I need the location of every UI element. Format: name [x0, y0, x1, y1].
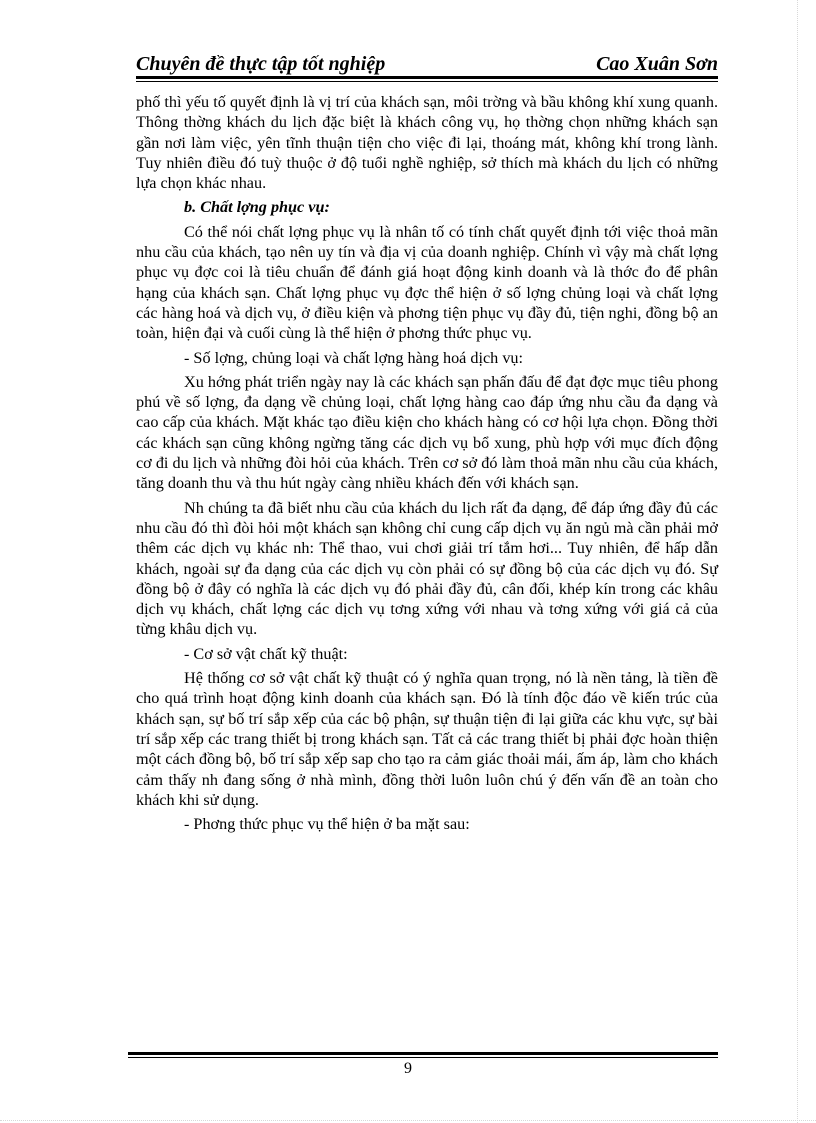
page-header	[136, 46, 718, 76]
section-heading: b. Chất lợng phục vụ:	[184, 198, 330, 217]
page-edge-bottom	[0, 1120, 816, 1122]
footer-rule	[128, 1052, 718, 1055]
paragraph: phố thì yếu tố quyết định là vị trí của khách sạn, môi trờng và bầu không khí xung quanh. Thông thờng khách du lịch đặc biệt là khách công vụ, họ thờng chọn những khách sạn gần nơi làm việc, yên tĩnh thuận tiện cho việc đi lại, thoáng mát, không khí trong lành. Tuy nhiên điều đó tuỳ thuộc ở độ tuổi nghề nghiệp, sở thích mà khách du lịch có những lựa chọn khác nhau.	[136, 93, 718, 193]
list-item-heading: - Cơ sở vật chất kỹ thuật:	[184, 644, 348, 663]
paragraph: Nh chúng ta đã biết nhu cầu của khách du lịch rất đa dạng, để đáp ứng đầy đủ các nhu cầu đó thì đòi hỏi một khách sạn không chỉ cung cấp dịch vụ ăn ngủ mà cần phải mở thêm các dịch vụ khác nh: Thể thao, vui chơi giải trí tắm hơi... Tuy nhiên, để hấp dẫn khách, ngoài sự đa dạng của các dịch vụ còn phải có sự đồng bộ của các dịch vụ đó. Sự đồng bộ ở đây có nghĩa là các dịch vụ đó phải đầy đủ, cân đối, khép kín trong các khâu dịch vụ khách, chất lợng các dịch vụ tơng xứng với nhau và tơng xứng với giá cả của từng khâu dịch vụ.	[136, 498, 718, 639]
footer-rule-thin	[128, 1057, 718, 1058]
page-number: 9	[404, 1060, 412, 1077]
paragraph: Xu hớng phát triển ngày nay là các khách sạn phấn đấu để đạt đợc mục tiêu phong phú về số lợng, đa dạng về chủng loại, chất lợng hàng cao đáp ứng nhu cầu đa dạng và cao cấp của khách. Mặt khác tạo điều kiện cho khách hàng có cơ hội lựa chọn. Đồng thời các khách sạn cũng không ngừng tăng các dịch vụ bổ xung, phù hợp với mục đích động cơ đi du lịch và những đòi hỏi của khách. Trên cơ sở đó làm thoả mãn nhu cầu của khách, tăng doanh thu và thu hút ngày càng nhiều khách đến với khách sạn.	[136, 372, 718, 493]
paragraph: Hệ thống cơ sở vật chất kỹ thuật có ý nghĩa quan trọng, nó là nền tảng, là tiền đề cho quá trình hoạt động kinh doanh của khách sạn. Đó là tính độc đáo về kiến trúc của khách sạn, sự bố trí sắp xếp của các bộ phận, sự thuận tiện đi lại giữa các khu vực, sự bài trí sắp xếp các trang thiết bị trong khách sạn. Tất cả các trang thiết bị phải đợc hoàn thiện một cách đồng bộ, bố trí sắp xếp sap cho tạo ra cảm giác thoải mái, ấm áp, làm cho khách cảm thấy nh đang sống ở nhà mình, đồng thời luôn luôn chú ý đến vấn đề an toàn cho khách khi sử dụng.	[136, 669, 718, 809]
page-body	[136, 92, 718, 838]
list-item-heading: - Phơng thức phục vụ thể hiện ở ba mặt sau:	[184, 815, 470, 834]
header-author: Cao Xuân Sơn	[596, 53, 718, 75]
header-title: Chuyên đề thực tập tốt nghiệp	[136, 53, 386, 75]
page-edge-right	[797, 0, 799, 1123]
header-rule-thin	[136, 81, 718, 82]
paragraph: Có thể nói chất lợng phục vụ là nhân tố có tính chất quyết định tới việc thoả mãn nhu cầu của khách, tạo nên uy tín và địa vị của doanh nghiệp. Chính vì vậy mà chất lợng phục vụ đợc coi là tiêu chuẩn để đánh giá hoạt động kinh doanh và là thớc đo để phân hạng của khách sạn. Chất lợng phục vụ đợc thể hiện ở số lợng chủng loại và chất lợng các hàng hoá và dịch vụ, ở điều kiện và phơng tiện phục vụ đầy đủ, tiện nghi, đồng bộ an toàn, hiện đại và cuối cùng là thể hiện ở phơng thức phục vụ.	[136, 222, 718, 343]
header-rule	[136, 76, 718, 79]
list-item-heading: - Số lợng, chủng loại và chất lợng hàng hoá dịch vụ:	[184, 348, 524, 367]
